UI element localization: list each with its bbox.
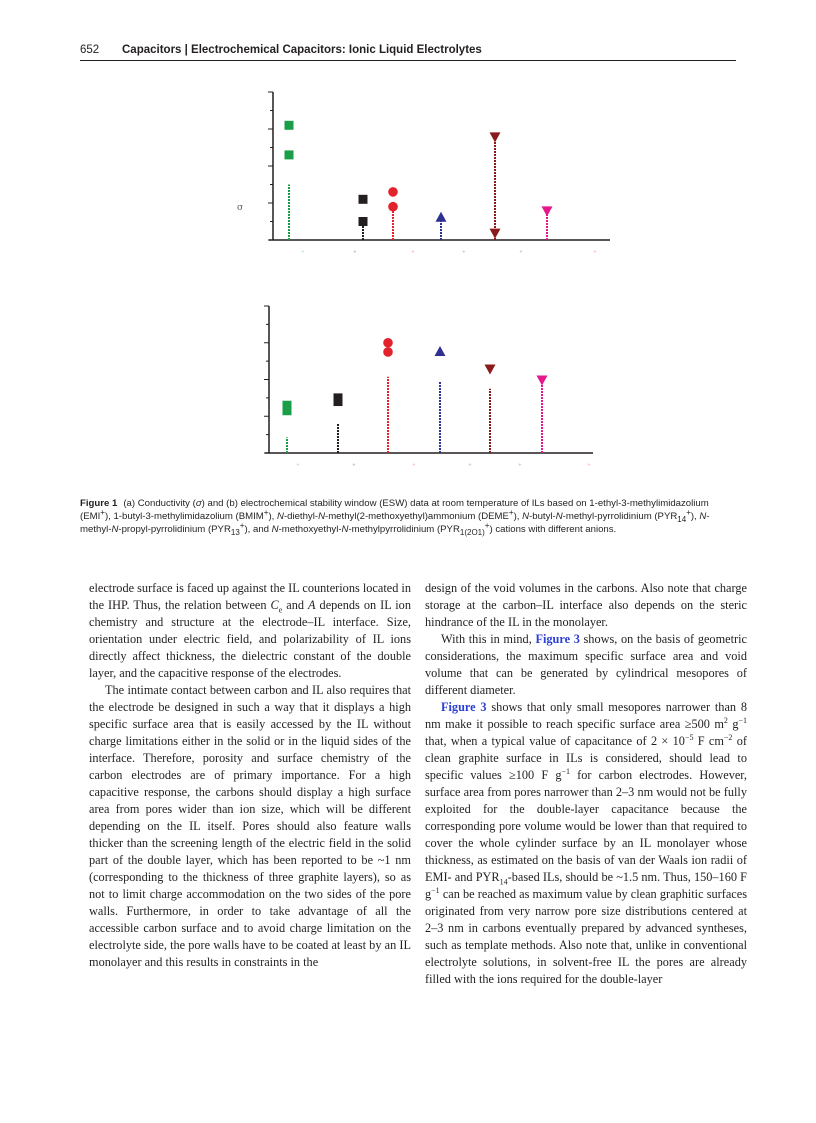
- marker-square: [283, 406, 292, 415]
- svg-text:+: +: [352, 463, 356, 469]
- paragraph: Figure 3 shows that only small mesopores narrower than 8 nm make it possible to reach specific surface area ≥500 $m^2$ $g^{-1}$ that, when a typical value of capacitance of $2 \times 10^{-5}$ F $cm^{-2}$ of clean graphite surface in ILs is considered, should lead to specific values ≥100 F $g^{-1}$ for carbon electrodes. However, surface area from pores narrower than 2–3 nm would not be fully exploited for the double-layer capacitance because the corresponding pore volume would be lower than that required to cover the whole cylinder surface by an IL monolayer whose thickness, as estimated on the basis of van der Waals ion radii of EMI- and $PYR_{14}$-based ILs, should be ~1.5 nm. Thus, 150–160 F $g^{-1}$ can be reached as maximum value by clean graphitic surfaces originated from very narrow pore size distributions centered at 2–3 nm in carbons eventually prepared by advanced syntheses, such as template methods. Also note that, unlike in conventional electrolyte solutions, in solvent-free IL the pores are already filled with the ions required for the double-layer: [425, 700, 747, 986]
- marker-square: [285, 121, 294, 130]
- figure-1-charts: [225, 88, 620, 488]
- figure-caption: [80, 497, 740, 536]
- marker-square: [359, 217, 368, 226]
- paragraph: design of the void volumes in the carbons. Also note that charge storage at the carbon–IL interface also depends on the steric hindrance of the IL in the monolayer.: [425, 581, 747, 629]
- svg-text:+: +: [593, 250, 597, 256]
- svg-text:+: +: [301, 250, 305, 256]
- figure-1: [225, 88, 620, 488]
- running-title: Capacitors | Electrochemical Capacitors: Ionic Liquid Electrolytes: [122, 44, 482, 56]
- marker-triangle-up: [435, 346, 446, 356]
- marker-triangle-down: [485, 364, 496, 374]
- marker-circle: [388, 202, 398, 212]
- figure-label: Figure 1: [80, 498, 118, 509]
- svg-text:+: +: [353, 250, 357, 256]
- figure-3-link[interactable]: Figure 3: [441, 700, 487, 714]
- svg-text:+: +: [518, 463, 522, 469]
- caption-text: (a) Conductivity (σ) and (b) electrochemical stability window (ESW) data at room temperature of ILs based on 1-ethyl-3-methylimidazolium (EMI+), 1-butyl-3-methylimidazolium (BMIM+), N-diethyl-N-methyl(2-methoxyethyl)ammonium (DEME+), N-butyl-N-methyl-pyrrolidinium $(PYR_{14}^+)$, N-methyl-N-propyl-pyrrolidinium $(PYR_{13}^+)$, and N-methoxyethyl-N-methylpyrrolidinium $(PYR_{1(2O1)}^+)$ cations with different anions.: [80, 498, 710, 537]
- marker-triangle-up: [436, 212, 447, 222]
- body-left-column: [89, 580, 411, 971]
- paragraph: With this in mind, Figure 3 shows, on the basis of geometric considerations, the maximum specific surface area and void volume that can be generated by cylindrical mesopores of different diameter.: [425, 632, 747, 697]
- marker-triangle-down: [490, 229, 501, 239]
- svg-text:+: +: [468, 463, 472, 469]
- marker-square: [359, 195, 368, 204]
- marker-square: [285, 150, 294, 159]
- svg-text:+: +: [462, 250, 466, 256]
- marker-square: [334, 397, 343, 406]
- marker-circle: [383, 347, 393, 357]
- figure-3-link[interactable]: Figure 3: [535, 632, 580, 646]
- marker-circle: [388, 187, 398, 197]
- svg-text:+: +: [412, 463, 416, 469]
- marker-circle: [383, 338, 393, 348]
- svg-text:+: +: [411, 250, 415, 256]
- paragraph: electrode surface is faced up against the IL counterions located in the IHP. Thus, the relation between $C_e$ and A depends on IL ion chemistry and structure at the electrode–IL interface. Size, orientation under electric field, and polarizability of IL ions directly affect thickness, the dielectric constant of the double layer, and the capacitive response of the electrodes.: [89, 581, 411, 680]
- body-right-column: [425, 580, 747, 988]
- marker-triangle-down: [537, 376, 548, 386]
- marker-triangle-down: [490, 132, 501, 142]
- paragraph: The intimate contact between carbon and IL also requires that the electrode be designed in such a way that it displays a high specific surface area that is easily accessed by the IL without charge limitations either in the solid or in the liquid sides of the interface. Therefore, porosity and surface chemistry of the carbon electrodes are of primary importance. For a high capacitive response, the carbons should display a high surface area from pores wider than ion size, which will be different depending on the IL itself. Pores should also feature walls thicker than the screening length of the electric field in the solid part of the double layer, which has been reported to be ~1 nm (corresponding to the thickness of three graphite layers), so as not to limit charge accommodation on the two sides of the pore walls. Furthermore, in order to take advantage of all the accessible carbon surface and to avoid charge limitation on the electrolyte side, the pore walls have to be coated at least by an IL monolayer and this results in constraints in the: [89, 683, 411, 969]
- page-number: 652: [80, 44, 100, 56]
- svg-text:+: +: [587, 463, 591, 469]
- svg-text:+: +: [519, 250, 523, 256]
- running-head: [80, 44, 736, 61]
- svg-text:+: +: [296, 463, 300, 469]
- y-axis-label: σ: [237, 203, 244, 213]
- marker-triangle-down: [542, 206, 553, 216]
